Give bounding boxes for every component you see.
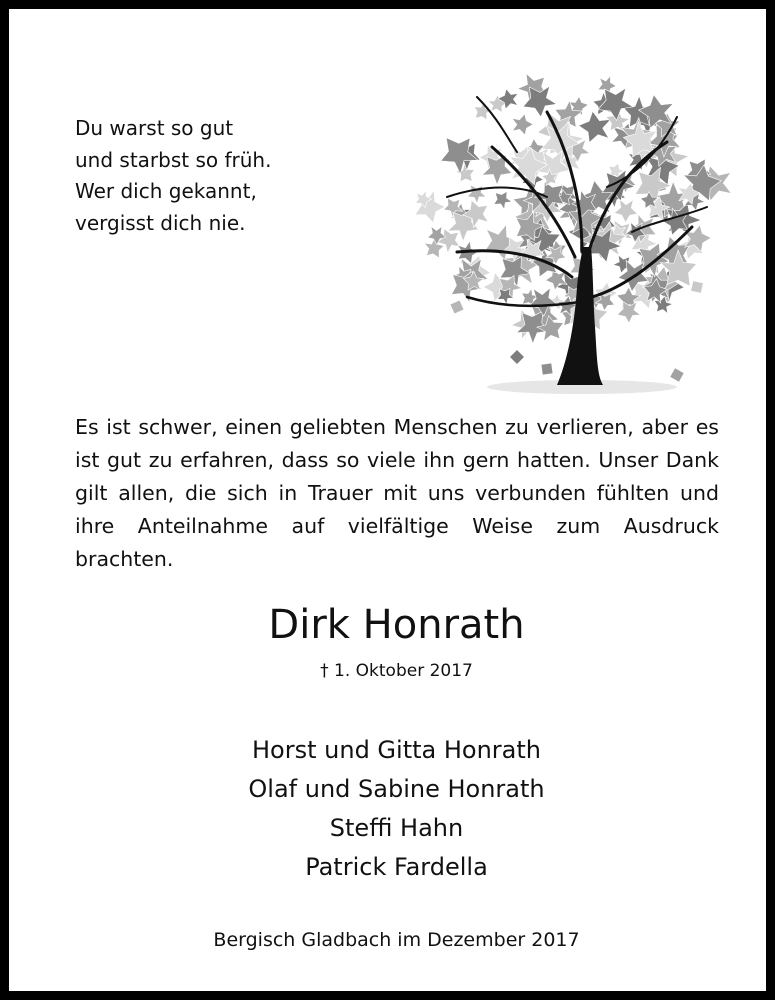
mourner-name: Horst und Gitta Honrath (252, 736, 541, 764)
leaf-shape (463, 180, 489, 206)
deceased-name: Dirk Honrath (268, 602, 525, 648)
poem-line: Wer dich gekannt, (75, 179, 257, 203)
mourners-list (9, 731, 775, 887)
tree-illustration (397, 57, 737, 397)
leaf-shape (512, 114, 534, 136)
falling-leaf (668, 366, 685, 383)
poem-line: und starbst so früh. (75, 147, 272, 172)
leaf-shape (489, 186, 515, 212)
falling-leaf (687, 277, 706, 296)
leaf-shape (410, 189, 448, 227)
falling-leaf (448, 298, 466, 316)
leaf-shape (528, 287, 558, 317)
poem (75, 113, 271, 239)
tree-leaves (410, 68, 731, 383)
falling-leaf (537, 359, 557, 379)
mourner-name: Steffi Hahn (329, 814, 464, 842)
mourner-name: Olaf und Sabine Honrath (248, 775, 545, 803)
place-and-date: Bergisch Gladbach im Dezember 2017 (213, 929, 580, 951)
poem-line: Du warst so gut (75, 116, 234, 140)
thank-you-message: Es ist schwer, einen geliebten Menschen zu verlieren, aber es ist gut zu erfahren, dass so viele ihn gern hatten. Unser Dank gilt allen, die sich in Trauer mit uns verbunden fühlten und ihre Anteilnahme auf vielfältige Weise zum Ausdruck brachten. (75, 415, 719, 571)
leaf-shape (614, 199, 638, 223)
death-date: † 1. Oktober 2017 (320, 661, 473, 681)
poem-line: vergisst dich nie. (75, 210, 246, 235)
falling-leaf (510, 350, 524, 364)
mourner-name: Patrick Fardella (305, 853, 488, 881)
